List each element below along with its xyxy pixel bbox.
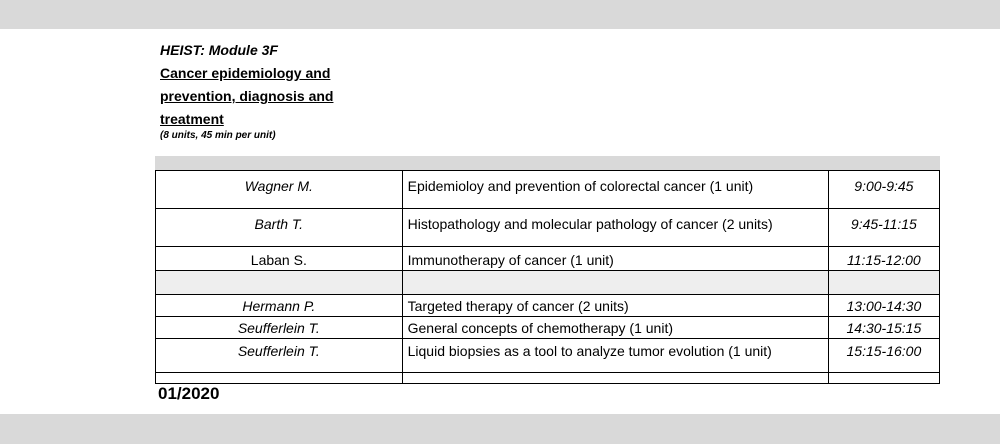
- break-cell: [828, 271, 939, 295]
- table-row: [156, 295, 940, 317]
- topic-cell: Immunotherapy of cancer (1 unit): [402, 247, 828, 271]
- topic-cell: Histopathology and molecular pathology of cancer (2 units): [402, 209, 828, 247]
- speaker-cell: Laban S.: [156, 247, 403, 271]
- document-date: 01/2020: [158, 384, 220, 403]
- units-note: (8 units, 45 min per unit): [160, 130, 276, 141]
- table-end-row: [156, 373, 940, 384]
- speaker-cell: Seufferlein T.: [156, 339, 403, 373]
- table-header-band: [155, 156, 940, 170]
- table-row: [156, 317, 940, 339]
- module-title: HEIST: Module 3F: [160, 42, 278, 58]
- speaker-cell: Barth T.: [156, 209, 403, 247]
- break-cell: [156, 271, 403, 295]
- topic-cell: Epidemioloy and prevention of colorectal cancer (1 unit): [402, 171, 828, 209]
- time-cell: 14:30-15:15: [828, 317, 939, 339]
- empty-cell: [828, 373, 939, 384]
- topic-cell: General concepts of chemotherapy (1 unit): [402, 317, 828, 339]
- time-cell: 9:00-9:45: [828, 171, 939, 209]
- lunch-break-row: [156, 271, 940, 295]
- course-title: Cancer epidemiology and prevention, diagnosis and treatment: [160, 65, 334, 127]
- break-cell: [402, 271, 828, 295]
- time-cell: 15:15-16:00: [828, 339, 939, 373]
- speaker-cell: Wagner M.: [156, 171, 403, 209]
- empty-cell: [156, 373, 403, 384]
- table-row: [156, 247, 940, 271]
- schedule-table: [155, 170, 940, 384]
- time-cell: 11:15-12:00: [828, 247, 939, 271]
- table-row: [156, 171, 940, 209]
- table-row: [156, 339, 940, 373]
- table-row: [156, 209, 940, 247]
- time-cell: 9:45-11:15: [828, 209, 939, 247]
- speaker-cell: Seufferlein T.: [156, 317, 403, 339]
- empty-cell: [402, 373, 828, 384]
- speaker-cell: Hermann P.: [156, 295, 403, 317]
- topic-cell: Targeted therapy of cancer (2 units): [402, 295, 828, 317]
- document-page: [0, 29, 1000, 414]
- time-cell: 13:00-14:30: [828, 295, 939, 317]
- topic-cell: Liquid biopsies as a tool to analyze tumor evolution (1 unit): [402, 339, 828, 373]
